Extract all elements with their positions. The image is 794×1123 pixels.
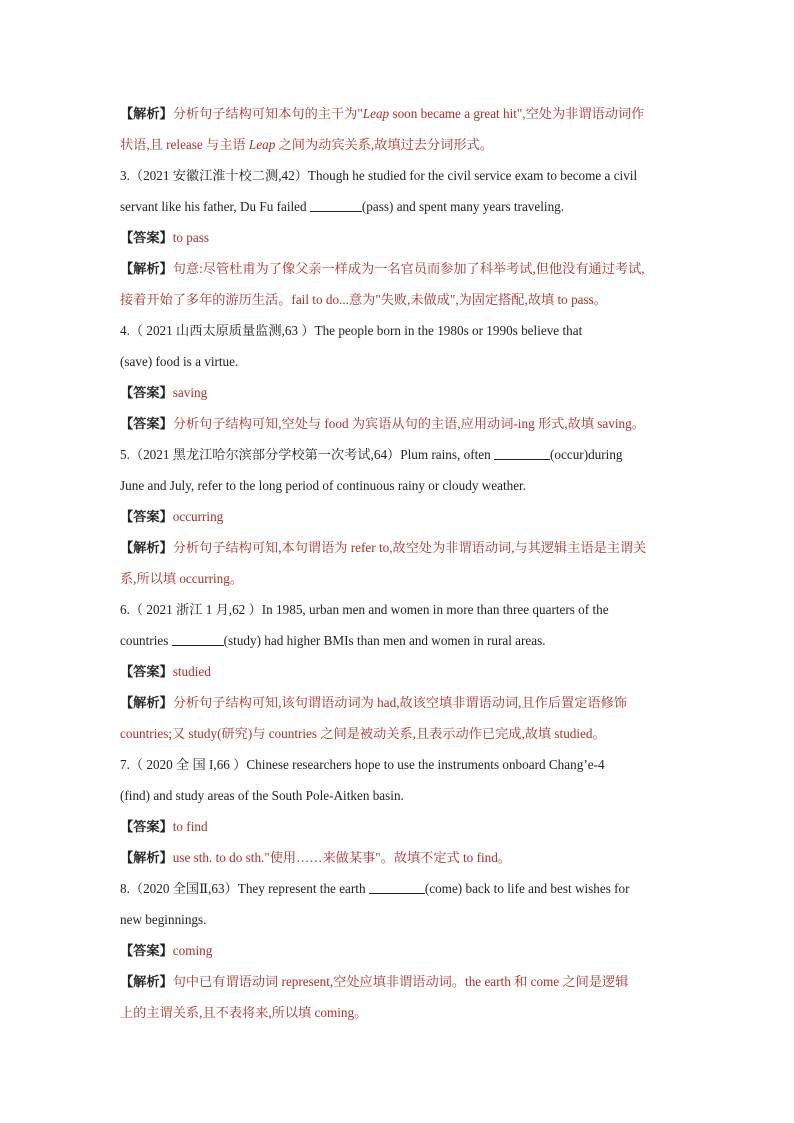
question-text: In 1985, urban men and women in more than three quarters of the — [261, 602, 609, 617]
analysis-text: 分析句子结构可知,该句谓语动词为 had,故该空填非谓语动词,且作后置定语修饰 — [172, 695, 627, 710]
question-text: countries — [120, 633, 172, 648]
q4-question-line-2 — [120, 346, 676, 377]
q8-question-line-1 — [120, 873, 676, 904]
q5-answer-line — [120, 501, 676, 532]
analysis-label: 【解析】 — [120, 850, 173, 865]
question-number: 8.（2020 全国Ⅱ,63） — [120, 881, 238, 896]
question-number: 6.（ 2021 浙江 1 月,62 ） — [120, 602, 262, 617]
q6-analysis-line-1 — [120, 687, 676, 718]
q4-answer-line — [120, 377, 676, 408]
answer-blank — [310, 198, 362, 212]
question-text: new beginnings. — [120, 912, 207, 927]
analysis-label: 【答案】 — [120, 416, 173, 431]
question-text: Chinese researchers hope to use the instruments onboard Chang’e-4 — [246, 757, 605, 772]
q2-analysis-line-1 — [120, 98, 676, 129]
q7-question-line-1 — [120, 749, 676, 780]
q3-answer-line — [120, 222, 676, 253]
answer-blank — [494, 446, 550, 460]
q7-analysis-line — [120, 842, 676, 873]
answer-text: coming — [172, 943, 213, 958]
question-text: (occur)during — [550, 447, 623, 462]
answer-text: saving — [172, 385, 208, 400]
analysis-text: 句中已有谓语动词 represent,空处应填非谓语动词。the earth 和 come 之间是逻辑 — [172, 974, 629, 989]
answer-blank — [172, 632, 224, 646]
analysis-label: 【解析】 — [120, 261, 173, 276]
q5-analysis-line-2 — [120, 563, 676, 594]
analysis-text: 之间为动宾关系,故填过去分词形式。 — [275, 137, 493, 152]
q7-question-line-2 — [120, 780, 676, 811]
analysis-text: use sth. to do sth."使用……来做某事"。故填不定式 to find。 — [172, 850, 512, 865]
q6-analysis-line-2 — [120, 718, 676, 749]
analysis-text: 句意:尽管杜甫为了像父亲一样成为一名官员而参加了科举考试,但他没有通过考试, — [172, 261, 645, 276]
analysis-text: 状语,且 release 与主语 — [120, 137, 249, 152]
document-page — [120, 98, 676, 1028]
analysis-label: 【解析】 — [120, 540, 173, 555]
answer-text: occurring — [172, 509, 224, 524]
answer-text: to pass — [172, 230, 210, 245]
answer-label: 【答案】 — [120, 509, 173, 524]
q8-analysis-line-2 — [120, 997, 676, 1028]
question-text: (study) had higher BMIs than men and women in rural areas. — [223, 633, 546, 648]
analysis-text: 分析句子结构可知本句的主干为" — [172, 106, 363, 121]
question-text: Though he studied for the civil service exam to become a civil — [307, 168, 638, 183]
question-text: June and July, refer to the long period of continuous rainy or cloudy weather. — [120, 478, 527, 493]
answer-label: 【答案】 — [120, 819, 173, 834]
question-text: They represent the earth — [237, 881, 369, 896]
q3-question-line-1 — [120, 160, 676, 191]
q4-analysis-line — [120, 408, 676, 439]
answer-text: to find — [172, 819, 208, 834]
q3-question-line-2 — [120, 191, 676, 222]
question-number: 4.（ 2021 山西太原质量监测,63 ） — [120, 323, 315, 338]
q5-question-line-1 — [120, 439, 676, 470]
analysis-label: 【解析】 — [120, 974, 173, 989]
q2-analysis-line-2 — [120, 129, 676, 160]
answer-label: 【答案】 — [120, 664, 173, 679]
analysis-text: 分析句子结构可知,本句谓语为 refer to,故空处为非谓语动词,与其逻辑主语是主谓关 — [172, 540, 647, 555]
answer-label: 【答案】 — [120, 943, 173, 958]
analysis-text: 分析句子结构可知,空处与 food 为宾语从句的主语,应用动词-ing 形式,故填 saving。 — [172, 416, 645, 431]
answer-blank — [369, 880, 425, 894]
q8-answer-line — [120, 935, 676, 966]
question-text: (come) back to life and best wishes for — [424, 881, 630, 896]
analysis-label: 【解析】 — [120, 106, 173, 121]
analysis-text-italic: Leap — [248, 137, 276, 152]
q4-question-line-1 — [120, 315, 676, 346]
q5-question-line-2 — [120, 470, 676, 501]
question-number: 5.（2021 黑龙江哈尔滨部分学校第一次考试,64） — [120, 447, 401, 462]
analysis-text: 上的主谓关系,且不表将来,所以填 coming。 — [120, 1005, 368, 1020]
answer-label: 【答案】 — [120, 385, 173, 400]
q6-answer-line — [120, 656, 676, 687]
q3-analysis-line-2 — [120, 284, 676, 315]
q8-question-line-2 — [120, 904, 676, 935]
question-number: 3.（2021 安徽江淮十校二测,42） — [120, 168, 308, 183]
question-text: (pass) and spent many years traveling. — [361, 199, 565, 214]
q6-question-line-2 — [120, 625, 676, 656]
analysis-text: 系,所以填 occurring。 — [120, 571, 244, 586]
analysis-text: 接着开始了多年的游历生活。fail to do...意为"失败,未做成",为固定搭配,故填 to pass。 — [120, 292, 607, 307]
question-text: (save) food is a virtue. — [120, 354, 239, 369]
answer-label: 【答案】 — [120, 230, 173, 245]
analysis-label: 【解析】 — [120, 695, 173, 710]
q8-analysis-line-1 — [120, 966, 676, 997]
q3-analysis-line-1 — [120, 253, 676, 284]
q7-answer-line — [120, 811, 676, 842]
question-text: servant like his father, Du Fu failed — [120, 199, 310, 214]
question-text: The people born in the 1980s or 1990s believe that — [314, 323, 583, 338]
q6-question-line-1 — [120, 594, 676, 625]
analysis-text: soon became a great hit",空处为非谓语动词作 — [389, 106, 645, 121]
question-number: 7.（ 2020 全 国 I,66 ） — [120, 757, 247, 772]
q5-analysis-line-1 — [120, 532, 676, 563]
analysis-text: countries;又 study(研究)与 countries 之间是被动关系,且表示动作已完成,故填 studied。 — [120, 726, 606, 741]
answer-text: studied — [172, 664, 211, 679]
question-text: Plum rains, often — [400, 447, 495, 462]
question-text: (find) and study areas of the South Pole-Aitken basin. — [120, 788, 404, 803]
analysis-text-italic: Leap — [362, 106, 390, 121]
